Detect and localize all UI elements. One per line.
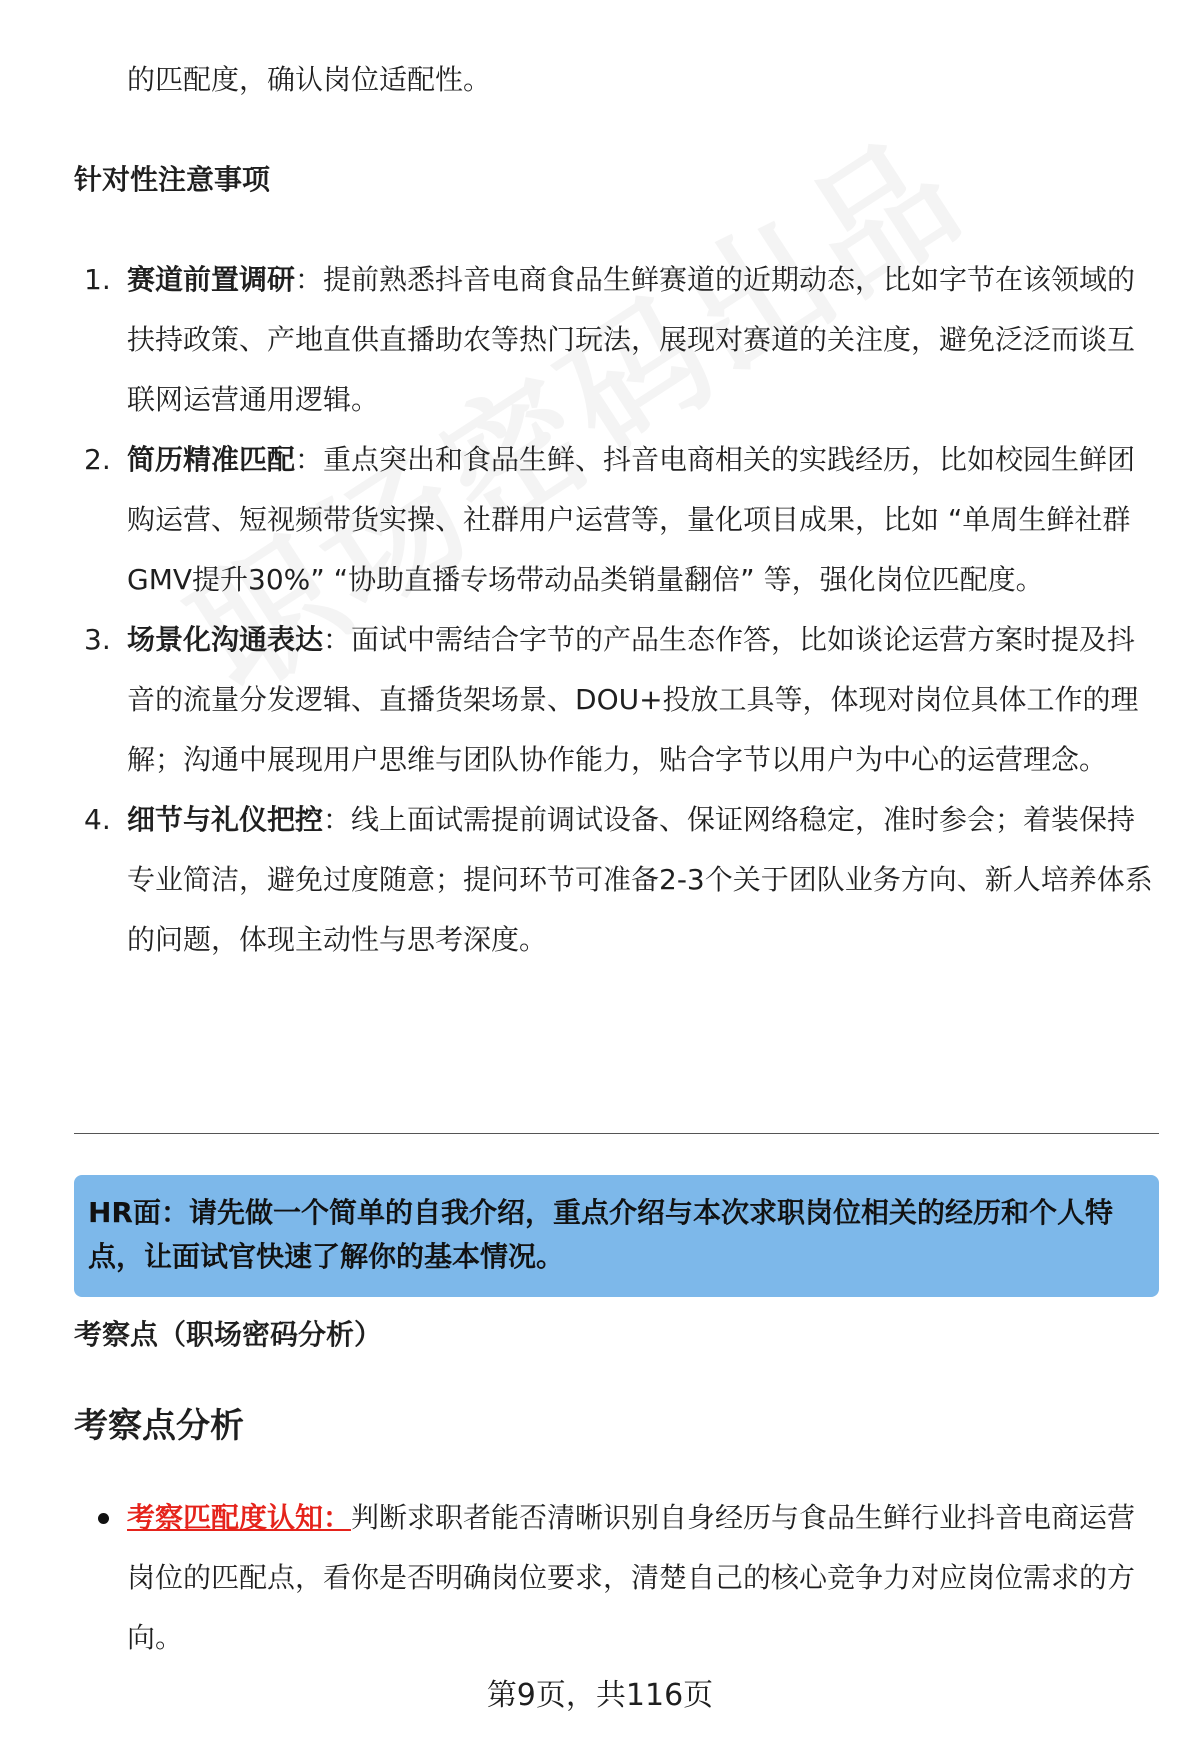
section-divider (74, 1133, 1159, 1134)
attention-item (74, 610, 1159, 790)
item-number: 4. (84, 803, 111, 836)
bullet-dot-icon (98, 1513, 109, 1524)
item-sep: ： (295, 443, 324, 476)
item-number: 1. (84, 263, 111, 296)
item-number: 3. (84, 623, 111, 656)
kcd-heading: 考察点（职场密码分析） (74, 1318, 383, 1351)
item-body: 线上面试需提前调试设备、保证网络稳定，准时参会；着装保持专业简洁，避免过度随意；提问环节可准备2-3个关于团队业务方向、新人培养体系的问题，体现主动性与思考深度。 (127, 803, 1153, 956)
item-body: 提前熟悉抖音电商食品生鲜赛道的近期动态，比如字节在该领域的扶持政策、产地直供直播助农等热门玩法，展现对赛道的关注度，避免泛泛而谈互联网运营通用逻辑。 (127, 263, 1136, 416)
analysis-list (74, 1488, 1159, 1668)
hr-question-text: HR面：请先做一个简单的自我介绍，重点介绍与本次求职岗位相关的经历和个人特点，让面试官快速了解你的基本情况。 (88, 1196, 1113, 1273)
continuation-text: 的匹配度，确认岗位适配性。 (127, 63, 492, 96)
analysis-heading: 考察点分析 (74, 1406, 244, 1446)
page-footer: 第9页，共116页 (486, 1678, 714, 1713)
attention-item (74, 430, 1159, 610)
item-lead: 场景化沟通表达 (127, 623, 324, 656)
attention-list (74, 250, 1159, 970)
item-number: 2. (84, 443, 111, 476)
attention-heading: 针对性注意事项 (74, 163, 271, 196)
item-lead: 赛道前置调研 (127, 263, 296, 296)
item-sep: ： (323, 623, 352, 656)
analysis-body: 判断求职者能否清晰识别自身经历与食品生鲜行业抖音电商运营岗位的匹配点，看你是否明确岗位要求，清楚自己的核心竞争力对应岗位需求的方向。 (127, 1501, 1136, 1654)
item-sep: ： (295, 263, 324, 296)
analysis-lead: 考察匹配度认知： (127, 1501, 352, 1534)
analysis-item (74, 1488, 1159, 1668)
item-body: 面试中需结合字节的产品生态作答，比如谈论运营方案时提及抖音的流量分发逻辑、直播货架场景、DOU+投放工具等，体现对岗位具体工作的理解；沟通中展现用户思维与团队协作能力，贴合字节以用户为中心的运营理念。 (127, 623, 1139, 776)
hr-question-box (74, 1175, 1159, 1297)
attention-item (74, 790, 1159, 970)
item-body: 重点突出和食品生鲜、抖音电商相关的实践经历，比如校园生鲜团购运营、短视频带货实操、社群用户运营等，量化项目成果，比如 “单周生鲜社群GMV提升30%” “协助直播专场带动品类销量翻倍” 等，强化岗位匹配度。 (127, 443, 1136, 596)
attention-item (74, 250, 1159, 430)
item-sep: ： (323, 803, 352, 836)
item-lead: 简历精准匹配 (127, 443, 296, 476)
item-lead: 细节与礼仪把控 (127, 803, 324, 836)
